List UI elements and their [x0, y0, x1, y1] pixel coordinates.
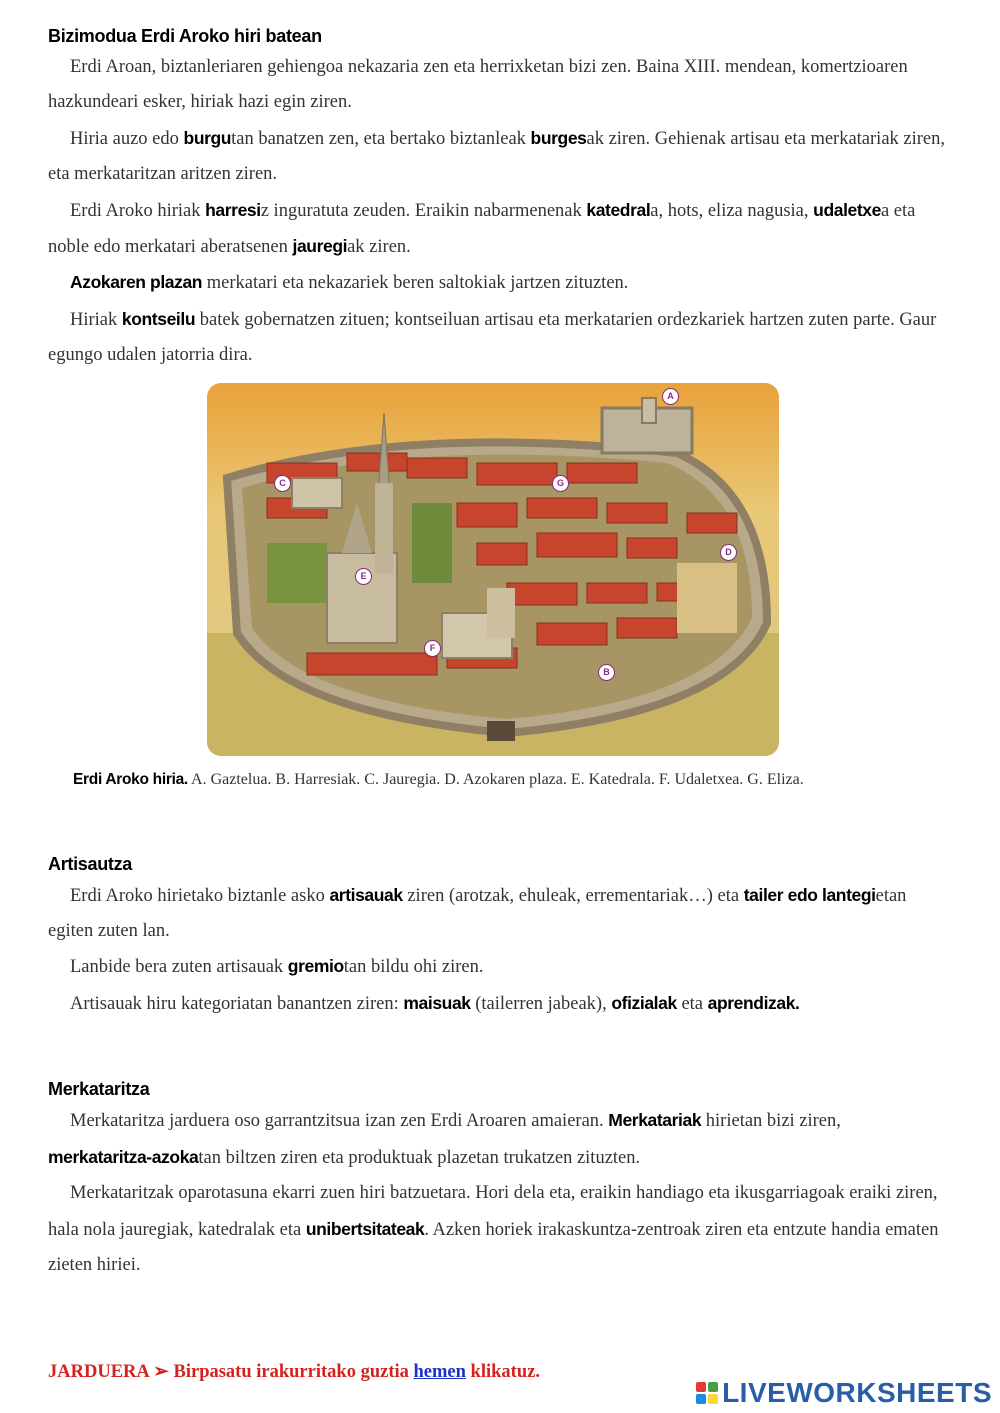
paragraph-categories: Artisauak hiru kategoriatan banantzen ziren: maisuak (tailerren jabeak), ofizialak eta aprendizak. [70, 992, 800, 1014]
keyword-unibertsitateak: unibertsitateak [305, 1218, 425, 1239]
activity-label: JARDUERA [48, 1362, 149, 1383]
marker-a: A [662, 388, 679, 405]
marker-c: C [274, 475, 291, 492]
worksheet-page [48, 22, 948, 1387]
keyword-burges: burges [530, 127, 587, 148]
section-title-city-life: Bizimodua Erdi Aroko hiri batean [48, 26, 322, 46]
keyword-merkatariak: Merkatariak [608, 1110, 702, 1131]
marker-e: E [355, 568, 372, 585]
marker-b: B [598, 664, 615, 681]
paragraph-merchants: Merkataritza jarduera oso garrantzitsua izan zen Erdi Aroaren amaieran. Merkatariak hirietan bizi ziren, merkataritza-azokatan biltzen ziren eta produktuak plazetan trukatzen zituzten. [48, 1110, 841, 1168]
paragraph-guilds: Lanbide bera zuten artisauak gremiotan bildu ohi ziren. [70, 956, 484, 978]
activity-link[interactable]: hemen [413, 1362, 466, 1383]
paragraph-burgu: Hiria auzo edo burgutan banatzen zen, eta bertako biztanleak burgesak ziren. Gehienak artisau eta merkatariak ziren, eta merkataritzan aritzen ziren. [48, 127, 946, 185]
marker-g: G [552, 475, 569, 492]
keyword-udaletxe: udaletxe [813, 199, 881, 220]
paragraph-council: Hiriak kontseilu batek gobernatzen zituen; kontseiluan artisau eta merkatarien ordezkariek hartzen zuten parte. Gaur egungo udalen jatorria dira. [48, 308, 937, 366]
marker-f: F [424, 640, 441, 657]
arrow-icon: ➢ [153, 1362, 169, 1383]
keyword-katedral: katedral [586, 199, 651, 220]
paragraph-prosperity: Merkataritzak oparotasuna ekarri zuen hiri batzuetara. Hori dela eta, eraikin handiago eta ikusgarriagoak eraiki ziren, hala nola jauregiak, katedralak eta unibertsitateak. Azken horiek irakaskuntza-zentroak ziren eta entzute handia ematen zieten hiriei. [48, 1183, 939, 1275]
caption-title: Erdi Aroko hiria. [73, 770, 188, 788]
city-drawing [207, 383, 779, 756]
brand-name: LIVEWORKSHEETS [722, 1377, 992, 1408]
keyword-jauregi: jauregi [292, 236, 348, 257]
keyword-burgu: burgu [183, 127, 232, 148]
paragraph-market: Azokaren plazan merkatari eta nekazariek beren saltokiak jartzen zituzten. [70, 272, 629, 294]
keyword-artisauak: artisauak [329, 884, 403, 905]
caption-legend: A. Gaztelua. B. Harresiak. C. Jauregia. D. Azokaren plaza. E. Katedrala. F. Udaletxea. G. Eliza. [187, 770, 804, 788]
paragraph-artisans: Erdi Aroko hirietako biztanle asko artisauak ziren (arotzak, ehuleak, errementariak…) eta tailer edo lantegietan egiten zuten lan. [48, 884, 907, 942]
paragraph-intro: Erdi Aroan, biztanleriaren gehiengoa nekazaria zen eta herrixketan bizi zen. Baina XIII. mendean, komertzioaren hazkundeari esker, hiriak hazi egin ziren. [48, 57, 908, 113]
keyword-gremio: gremio [287, 956, 344, 977]
keyword-harresi: harresi [205, 199, 261, 220]
keyword-tailer-lantegi: tailer edo lantegi [743, 884, 876, 905]
keyword-kontseilu: kontseilu [121, 308, 196, 329]
keyword-ofizialak: ofizialak [611, 992, 677, 1013]
liveworksheets-logo-icon [696, 1382, 718, 1404]
figure-caption [73, 768, 948, 792]
liveworksheets-brand [696, 1377, 992, 1409]
activity-line: JARDUERA ➢ Birpasatu irakurritako guztia hemen klikatuz. [48, 1362, 540, 1383]
paragraph-walls: Erdi Aroko hiriak harresiz inguratuta zeuden. Eraikin nabarmenenak katedrala, hots, eliza nagusia, udaletxea eta noble edo merkatari aberatsenen jauregiak ziren. [48, 199, 916, 258]
medieval-city-illustration [207, 383, 779, 756]
section-title-trade: Merkataritza [48, 1079, 150, 1100]
keyword-merkataritza-azoka: merkataritza-azoka [48, 1146, 199, 1167]
keyword-maisuak: maisuak [403, 992, 471, 1013]
marker-d: D [720, 544, 737, 561]
keyword-aprendizak: aprendizak. [707, 992, 800, 1013]
section-title-crafts: Artisautza [48, 853, 133, 874]
keyword-azokaren-plazan: Azokaren plazan [70, 272, 203, 293]
